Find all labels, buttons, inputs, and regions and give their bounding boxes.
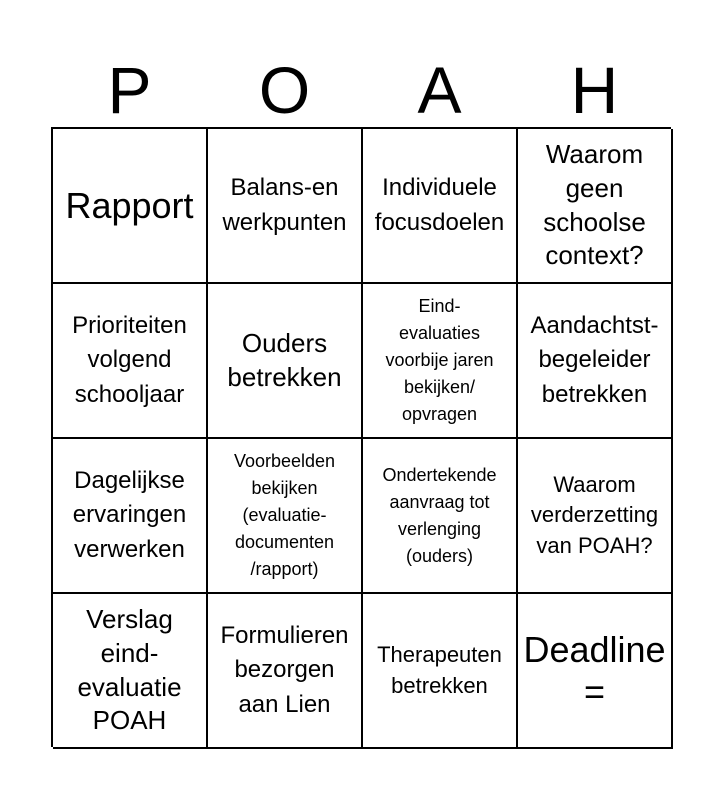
- header-letter-h: H: [570, 53, 619, 127]
- bingo-cell[interactable]: Formulieren bezorgen aan Lien: [208, 594, 363, 749]
- bingo-cell[interactable]: Dagelijkse ervaringen verwerken: [53, 439, 208, 594]
- bingo-cell[interactable]: Ouders betrekken: [208, 284, 363, 439]
- bingo-cell[interactable]: Eind- evaluaties voorbije jaren bekijken/ opvragen: [363, 284, 518, 439]
- bingo-cell[interactable]: Aandachtst- begeleider betrekken: [518, 284, 673, 439]
- header-letter-p: P: [107, 53, 152, 127]
- bingo-header: [52, 54, 672, 126]
- bingo-cell[interactable]: Waarom verderzetting van POAH?: [518, 439, 673, 594]
- bingo-cell[interactable]: Prioriteiten volgend schooljaar: [53, 284, 208, 439]
- bingo-cell[interactable]: Deadline =: [518, 594, 673, 749]
- header-letter-o: O: [258, 53, 311, 127]
- bingo-cell[interactable]: Rapport: [53, 129, 208, 284]
- bingo-cell[interactable]: Individuele focusdoelen: [363, 129, 518, 284]
- bingo-cell[interactable]: Balans-en werkpunten: [208, 129, 363, 284]
- bingo-cell[interactable]: Therapeuten betrekken: [363, 594, 518, 749]
- bingo-cell[interactable]: Waarom geen schoolse context?: [518, 129, 673, 284]
- header-letter-a: A: [417, 53, 462, 127]
- bingo-board: [51, 127, 671, 747]
- bingo-cell[interactable]: Verslag eind- evaluatie POAH: [53, 594, 208, 749]
- bingo-cell[interactable]: Voorbeelden bekijken (evaluatie- documenten /rapport): [208, 439, 363, 594]
- bingo-cell[interactable]: Ondertekende aanvraag tot verlenging (ouders): [363, 439, 518, 594]
